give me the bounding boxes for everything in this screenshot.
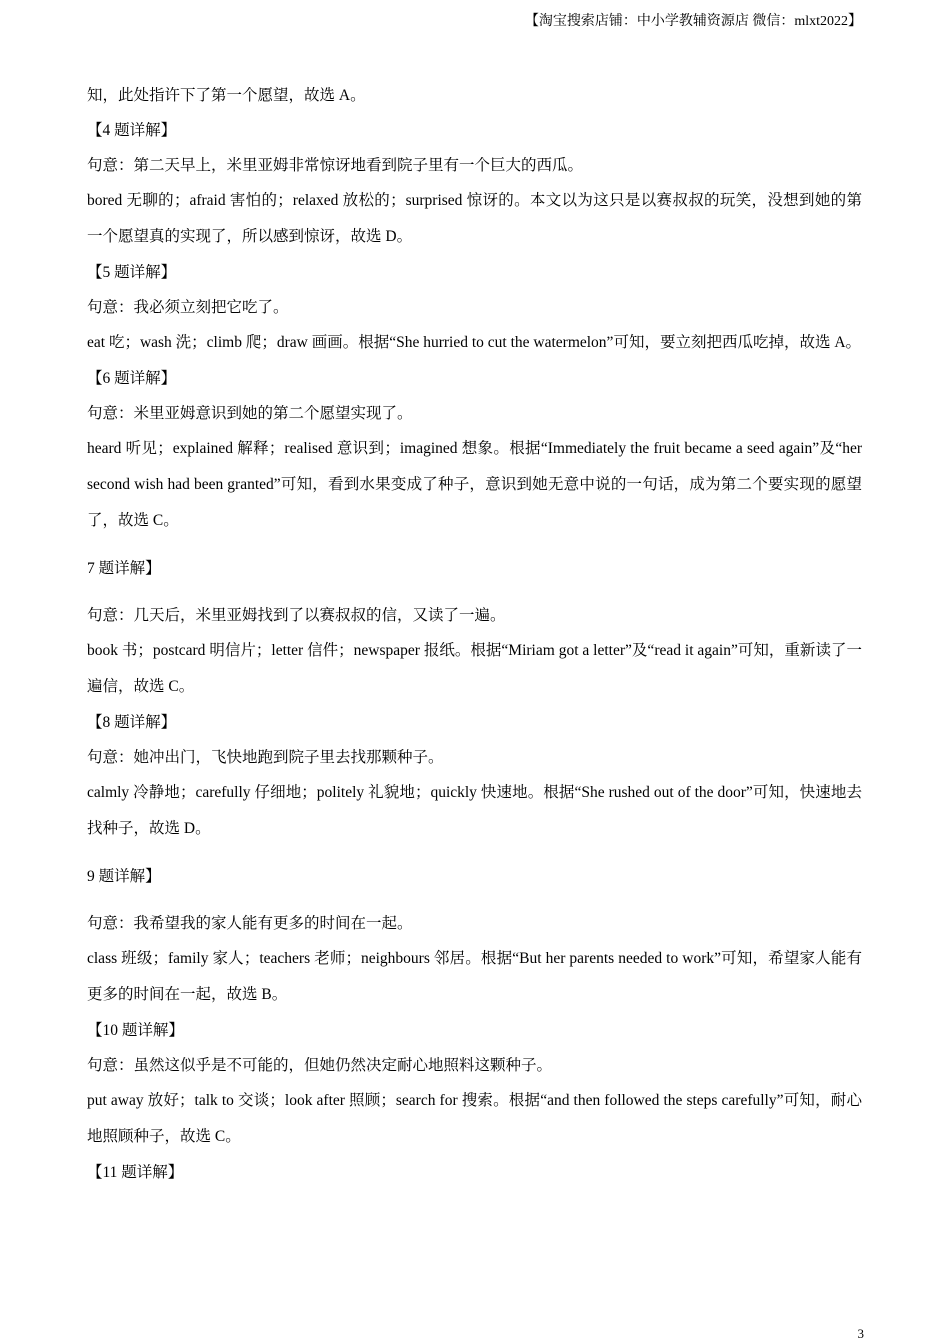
heading-q5: 【5 题详解】 [87, 264, 177, 281]
explanation-q4: bored 无聊的；afraid 害怕的；relaxed 放松的；surprised 惊讶的。本文以为这只是以赛叔叔的玩笑，没想到她的第一个愿望真的实现了，所以感到惊讶，故选 D。 [87, 192, 862, 245]
heading-q10: 【10 题详解】 [87, 1022, 184, 1039]
sentence-meaning-q8: 句意：她冲出门，飞快地跑到院子里去找那颗种子。 [87, 749, 444, 766]
sentence-meaning-q9: 句意：我希望我的家人能有更多的时间在一起。 [87, 915, 413, 932]
heading-q4: 【4 题详解】 [87, 122, 177, 139]
explanation-q9: class 班级；family 家人；teachers 老师；neighbours 邻居。根据“But her parents needed to work”可知，希望家人能有更多的时间在一起，故选 B。 [87, 950, 862, 1003]
explanation-q6: heard 听见；explained 解释；realised 意识到；imagined 想象。根据“Immediately the fruit became a seed again”及“her second wish had been granted”可知，看到水果变成了种子，意识到她无意中说的一句话，成为第二个要实现的愿望了，故选 C。 [87, 440, 862, 529]
heading-q7: 7 题详解】 [87, 560, 161, 577]
heading-q11: 【11 题详解】 [87, 1164, 184, 1181]
document-body [87, 78, 862, 1190]
explanation-q5: eat 吃；wash 洗；climb 爬；draw 画画。根据“She hurried to cut the watermelon”可知，要立刻把西瓜吃掉，故选 A。 [87, 334, 862, 351]
sentence-meaning-q4: 句意：第二天早上，米里亚姆非常惊讶地看到院子里有一个巨大的西瓜。 [87, 157, 584, 174]
sentence-meaning-q5: 句意：我必须立刻把它吃了。 [87, 299, 289, 316]
heading-q8: 【8 题详解】 [87, 714, 177, 731]
page-number: 3 [857, 1326, 864, 1341]
explanation-q10: put away 放好；talk to 交谈；look after 照顾；search for 搜索。根据“and then followed the steps carefully”可知，耐心地照顾种子，故选 C。 [87, 1092, 862, 1145]
heading-q9: 9 题详解】 [87, 868, 161, 885]
sentence-meaning-q6: 句意：米里亚姆意识到她的第二个愿望实现了。 [87, 405, 413, 422]
heading-q6: 【6 题详解】 [87, 370, 177, 387]
sentence-meaning-q7: 句意：几天后，米里亚姆找到了以赛叔叔的信，又读了一遍。 [87, 607, 506, 624]
sentence-meaning-q10: 句意：虽然这似乎是不可能的，但她仍然决定耐心地照料这颗种子。 [87, 1057, 553, 1074]
explanation-q8: calmly 冷静地；carefully 仔细地；politely 礼貌地；quickly 快速地。根据“She rushed out of the door”可知，快速地去找种子，故选 D。 [87, 784, 862, 837]
page-header: 【淘宝搜索店铺：中小学教辅资源店 微信：mlxt2022】 [524, 14, 862, 29]
explanation-q7: book 书；postcard 明信片；letter 信件；newspaper 报纸。根据“Miriam got a letter”及“read it again”可知，重新读了一遍信，故选 C。 [87, 642, 862, 695]
paragraph-continuation: 知，此处指许下了第一个愿望，故选 A。 [87, 87, 366, 104]
